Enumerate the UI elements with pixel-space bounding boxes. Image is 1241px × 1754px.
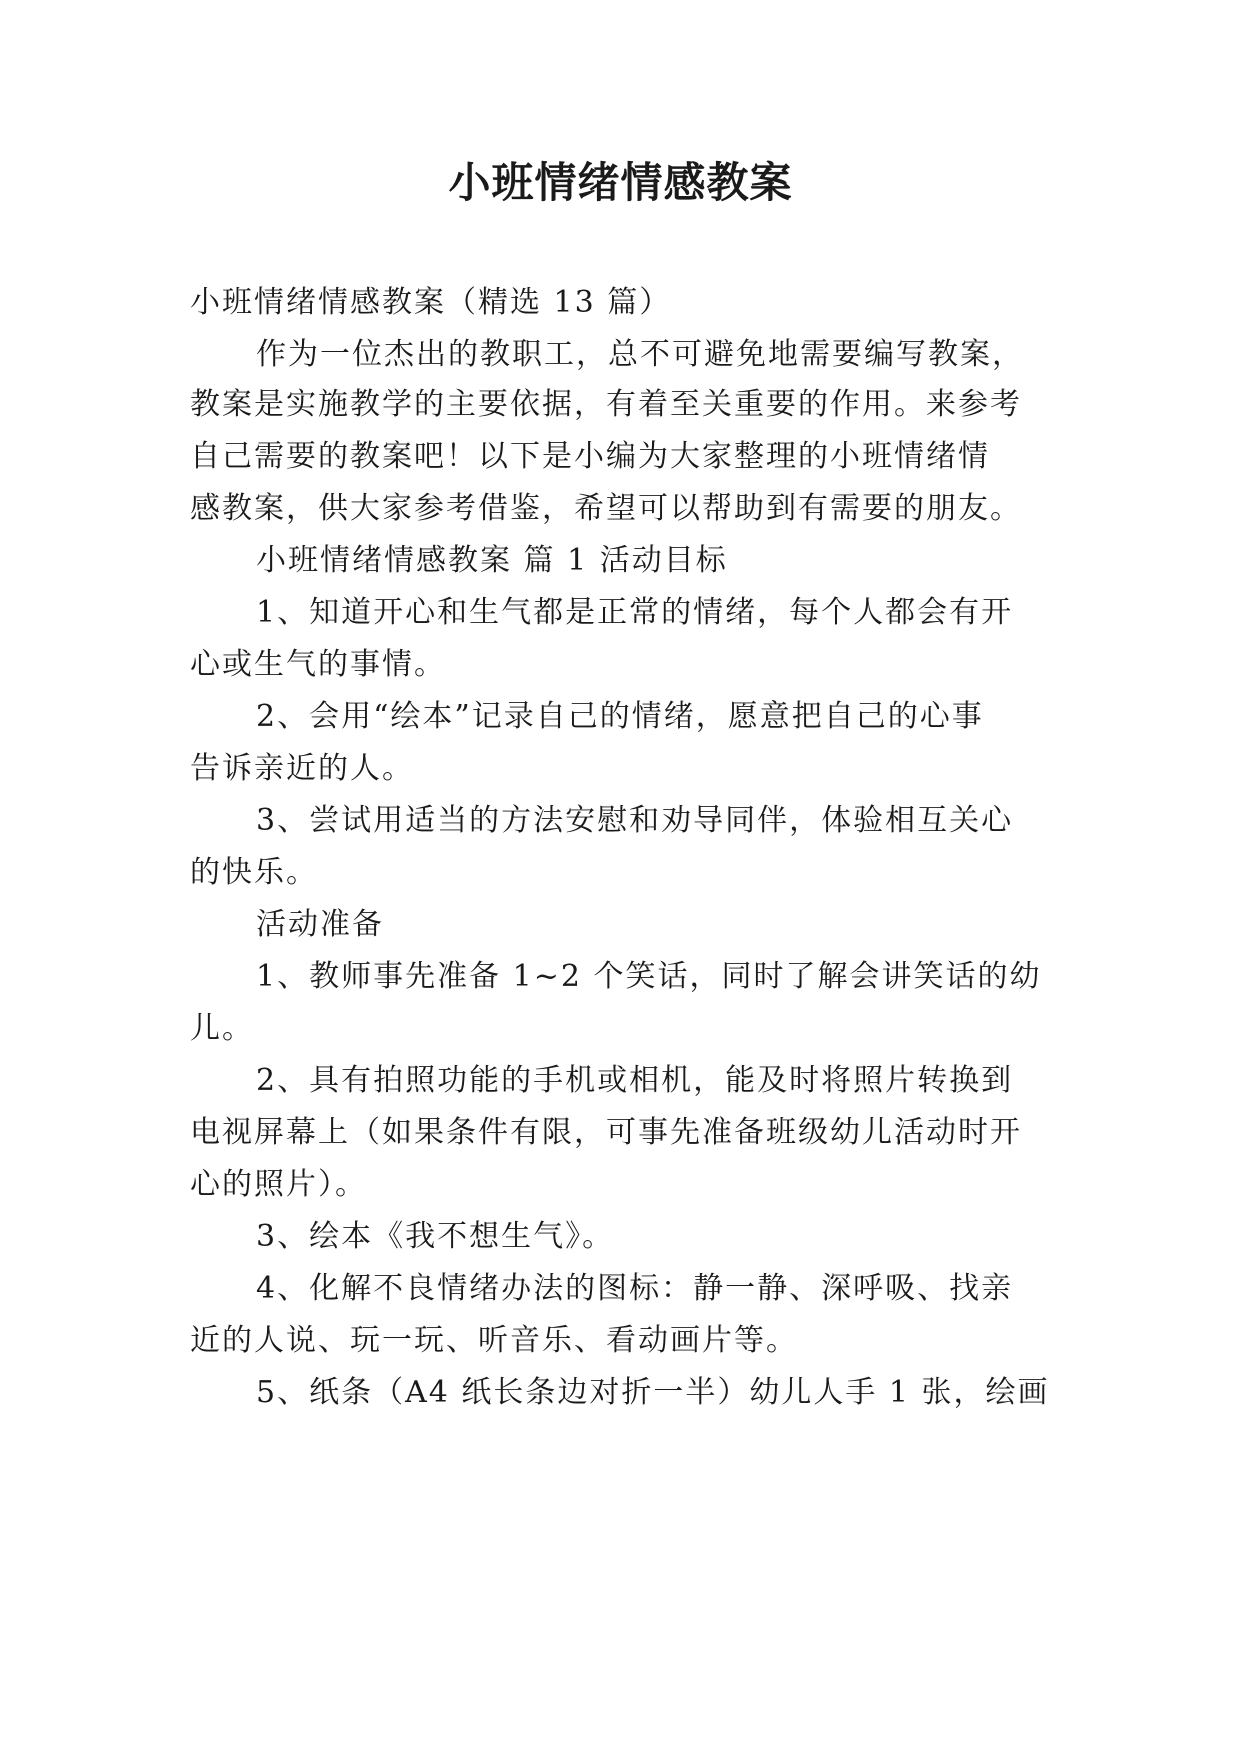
body-line: 心的照片）。 xyxy=(190,1167,367,1202)
body-line: 2、会用“绘本”记录自己的情绪，愿意把自己的心事 xyxy=(256,699,984,734)
section-heading: 活动准备 xyxy=(256,907,384,942)
body-line: 5、纸条（A4 纸长条边对折一半）幼儿人手 1 张，绘画 xyxy=(256,1375,1050,1410)
body-line: 告诉亲近的人。 xyxy=(190,751,414,786)
body-line: 心或生气的事情。 xyxy=(190,647,446,682)
body-line: 作为一位杰出的教职工，总不可避免地需要编写教案， xyxy=(256,337,1024,372)
body-line: 近的人说、玩一玩、听音乐、看动画片等。 xyxy=(190,1323,798,1358)
document-title: 小班情绪情感教案 xyxy=(448,158,793,207)
body-line: 感教案，供大家参考借鉴，希望可以帮助到有需要的朋友。 xyxy=(190,491,1022,526)
body-line: 儿。 xyxy=(190,1011,254,1046)
body-line: 自己需要的教案吧！以下是小编为大家整理的小班情绪情 xyxy=(190,439,990,474)
body-line: 1、知道开心和生气都是正常的情绪，每个人都会有开 xyxy=(256,595,1014,630)
body-line: 1、教师事先准备 1~2 个笑话，同时了解会讲笑话的幼 xyxy=(256,959,1042,994)
body-line: 电视屏幕上（如果条件有限，可事先准备班级幼儿活动时开 xyxy=(190,1115,1022,1150)
body-line: 的快乐。 xyxy=(190,855,318,890)
body-line: 2、具有拍照功能的手机或相机，能及时将照片转换到 xyxy=(256,1063,1014,1098)
body-line: 3、尝试用适当的方法安慰和劝导同伴，体验相互关心 xyxy=(256,803,1014,838)
section-heading: 小班情绪情感教案 篇 1 活动目标 xyxy=(256,543,728,578)
subtitle-line: 小班情绪情感教案（精选 13 篇） xyxy=(190,285,672,320)
body-line: 4、化解不良情绪办法的图标：静一静、深呼吸、找亲 xyxy=(256,1271,1014,1306)
body-line: 教案是实施教学的主要依据，有着至关重要的作用。来参考 xyxy=(190,387,1022,422)
body-line: 3、绘本《我不想生气》。 xyxy=(256,1219,615,1254)
